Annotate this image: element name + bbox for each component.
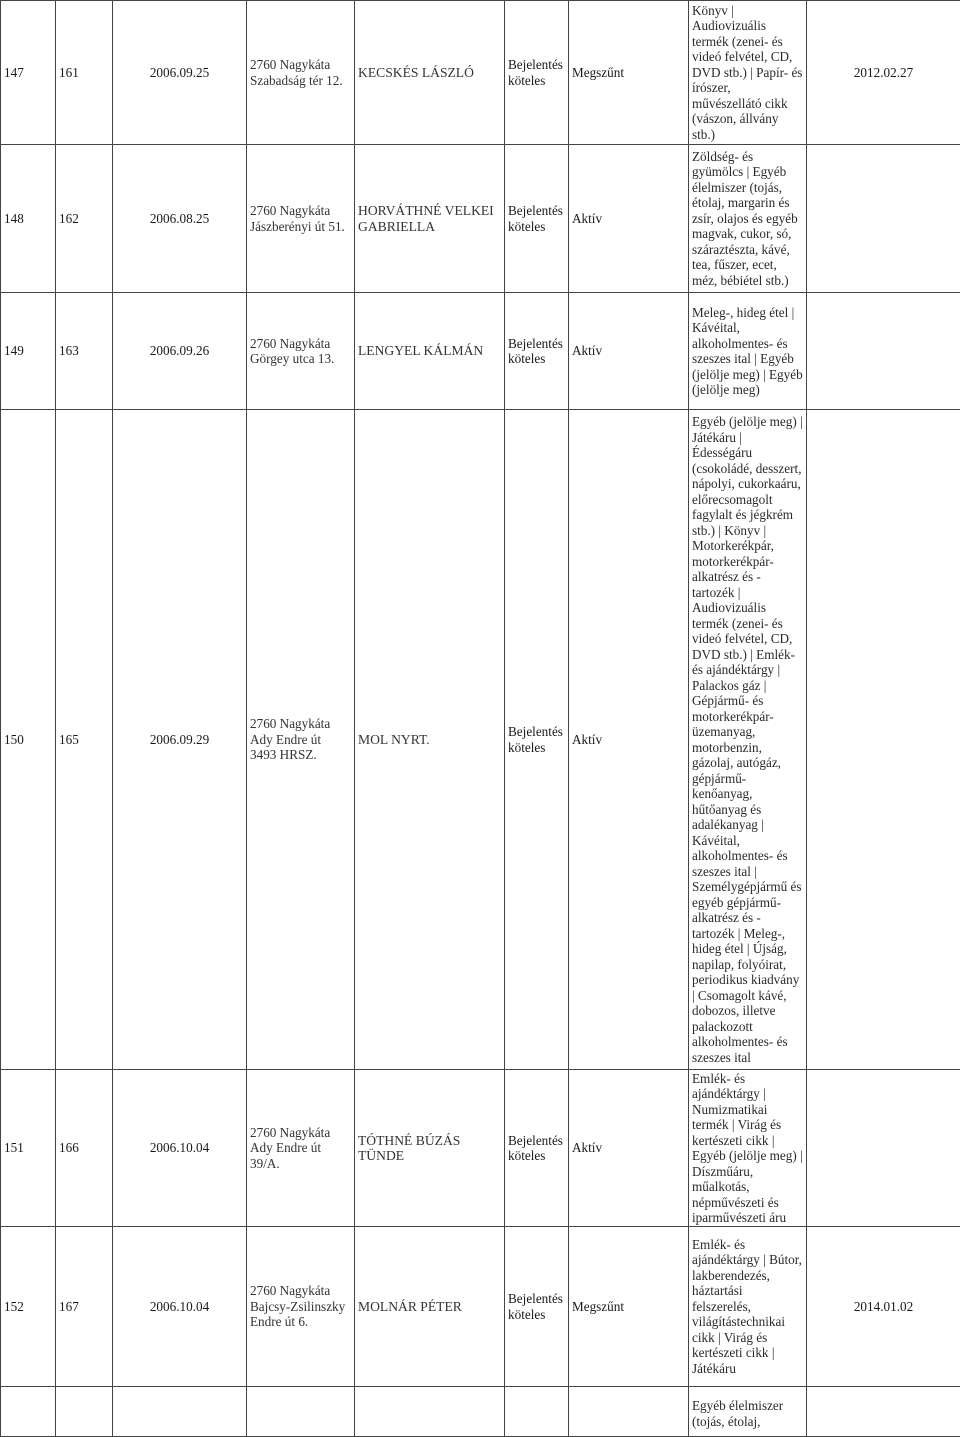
cell-operator-name [355,410,505,1070]
product-categories-line: alkatrész és - [692,910,803,926]
product-categories-line: Édességáru [692,445,803,461]
product-categories-line: Emlék- és [692,1237,803,1253]
product-categories-line: Palackos gáz | [692,678,803,694]
product-categories-line: cikk | Virág és [692,1330,803,1346]
product-categories-line: motorkerékpár- [692,709,803,725]
status-text: Megszűnt [572,1299,624,1314]
registration-date-text: 2006.10.04 [150,1299,209,1314]
product-categories-line: dobozos, illetve [692,1003,803,1019]
status-text: Aktív [572,211,602,226]
row-number-text: 150 [4,732,24,747]
product-categories-line: (vászon, állvány [692,111,803,127]
cell-end-date [807,145,960,293]
product-categories-line: felszerelés, [692,1299,803,1315]
reporting-type-line: Bejelentés [508,57,565,73]
registration-number-text: 165 [59,732,79,747]
cell-registration-number [56,410,113,1070]
reporting-type-line: köteles [508,1148,565,1164]
registration-number-text: 162 [59,211,79,226]
row-number-text: 149 [4,343,24,358]
cell-row-number [1,1070,56,1227]
table-row [1,1227,960,1387]
product-categories-line: Numizmatikai [692,1102,803,1118]
product-categories-line: Egyéb (jelölje meg) | [692,1148,803,1164]
reporting-type-line: köteles [508,73,565,89]
reporting-type-line: Bejelentés [508,1133,565,1149]
registration-date-text: 2006.09.25 [150,65,209,80]
cell-registration-date [113,1387,247,1437]
product-categories-line: lakberendezés, [692,1268,803,1284]
cell-registration-number [56,1,113,145]
cell-product-categories [689,1227,807,1387]
cell-status [569,1387,689,1437]
cell-reporting-type [505,1227,569,1387]
address-line: Ady Endre út [250,1140,351,1156]
product-categories-line: magvak, cukor, só, [692,226,803,242]
cell-status [569,1,689,145]
product-categories-line: írószer, [692,80,803,96]
product-categories-line: Audiovizuális [692,18,803,34]
product-categories-line: méz, bébiétel stb.) [692,273,803,289]
product-categories-line: hűtőanyag és [692,802,803,818]
table-row [1,1387,960,1437]
product-categories-line: DVD stb.) | Papír- és [692,65,803,81]
product-categories-line: termék (zenei- és [692,34,803,50]
reporting-type-line: Bejelentés [508,203,565,219]
product-categories-line: Játékáru | [692,430,803,446]
address-line: 2760 Nagykáta [250,336,351,352]
cell-registration-number [56,1227,113,1387]
cell-reporting-type [505,293,569,410]
product-categories-line: Gépjármű- és [692,693,803,709]
cell-registration-number [56,145,113,293]
cell-address [247,293,355,410]
address-line: 39/A. [250,1156,351,1172]
product-categories-line: napilap, folyóirat, [692,957,803,973]
cell-row-number [1,1,56,145]
cell-address [247,1227,355,1387]
product-categories-line: tartozék | [692,585,803,601]
product-categories-line: iparművészeti áru [692,1210,803,1226]
address-line: Görgey utca 13. [250,351,351,367]
cell-product-categories [689,145,807,293]
product-categories-line: (jelölje meg) | Egyéb [692,367,803,383]
product-categories-line: motorbenzin, [692,740,803,756]
cell-registration-date [113,293,247,410]
operator-name-line: KECSKÉS LÁSZLÓ [358,65,501,81]
cell-operator-name [355,1387,505,1437]
operator-name-line: MOLNÁR PÉTER [358,1299,501,1315]
product-categories-line: Kávéital, [692,320,803,336]
product-categories-line: tea, fűszer, ecet, [692,257,803,273]
product-categories-line: stb.) | Könyv | [692,523,803,539]
registration-date-text: 2006.08.25 [150,211,209,226]
registration-date-text: 2006.09.26 [150,343,209,358]
cell-reporting-type [505,145,569,293]
cell-product-categories [689,1387,807,1437]
cell-product-categories [689,1070,807,1227]
product-categories-line: Egyéb (jelölje meg) | [692,414,803,430]
table-row [1,410,960,1070]
cell-registration-date [113,145,247,293]
address-line: Bajcsy-Zsilinszky [250,1299,351,1315]
cell-product-categories [689,293,807,410]
table-row [1,293,960,410]
operator-name-line: LENGYEL KÁLMÁN [358,343,501,359]
cell-address [247,1387,355,1437]
product-categories-line: Játékáru [692,1361,803,1377]
address-line: 3493 HRSZ. [250,747,351,763]
product-categories-line: nápolyi, cukorkaáru, [692,476,803,492]
product-categories-line: (jelölje meg) [692,382,803,398]
product-categories-line: Audiovizuális [692,600,803,616]
product-categories-line: szeszes ital | [692,864,803,880]
product-categories-line: gépjármű- [692,771,803,787]
product-categories-line: motorkerékpár- [692,554,803,570]
cell-operator-name [355,293,505,410]
cell-end-date [807,1070,960,1227]
cell-operator-name [355,1070,505,1227]
address-line: Ady Endre út [250,732,351,748]
product-categories-line: száraztészta, kávé, [692,242,803,258]
end-date-text: 2014.01.02 [854,1299,913,1314]
product-categories-line: (csokoládé, desszert, [692,461,803,477]
cell-reporting-type [505,1387,569,1437]
cell-end-date [807,1,960,145]
cell-address [247,145,355,293]
registration-date-text: 2006.09.29 [150,732,209,747]
registration-number-text: 161 [59,65,79,80]
cell-registration-date [113,410,247,1070]
product-categories-line: és ajándéktárgy | [692,662,803,678]
product-categories-line: videó felvétel, CD, [692,49,803,65]
cell-end-date [807,293,960,410]
row-number-text: 147 [4,65,24,80]
product-categories-line: stb.) [692,127,803,143]
reporting-type-line: köteles [508,740,565,756]
product-categories-line: Emlék- és [692,1071,803,1087]
product-categories-line: szeszes ital [692,1050,803,1066]
product-categories-line: szeszes ital | Egyéb [692,351,803,367]
product-categories-line: gyümölcs | Egyéb [692,164,803,180]
cell-address [247,1070,355,1227]
product-categories-line: előrecsomagolt [692,492,803,508]
cell-end-date [807,410,960,1070]
product-categories-line: ajándéktárgy | Bútor, [692,1252,803,1268]
cell-operator-name [355,1227,505,1387]
product-categories-line: termék (zenei- és [692,616,803,632]
product-categories-line: világítástechnikai [692,1314,803,1330]
reporting-type-line: Bejelentés [508,1291,565,1307]
cell-registration-number [56,1387,113,1437]
product-categories-line: alkoholmentes- és [692,1034,803,1050]
cell-row-number [1,1387,56,1437]
cell-reporting-type [505,1070,569,1227]
cell-status [569,410,689,1070]
product-categories-line: Egyéb élelmiszer [692,1398,803,1414]
register-body [1,1,960,1437]
product-categories-line: DVD stb.) | Emlék- [692,647,803,663]
table-row [1,145,960,293]
table-row [1,1070,960,1227]
product-categories-line: tartozék | Meleg-, [692,926,803,942]
operator-name-line: TÜNDE [358,1148,501,1164]
cell-row-number [1,1227,56,1387]
product-categories-line: kenőanyag, [692,786,803,802]
product-categories-line: alkoholmentes- és [692,848,803,864]
address-line: Endre út 6. [250,1314,351,1330]
address-line: Szabadság tér 12. [250,73,351,89]
product-categories-line: gázolaj, autógáz, [692,755,803,771]
row-number-text: 148 [4,211,24,226]
cell-address [247,1,355,145]
registration-date-text: 2006.10.04 [150,1140,209,1155]
product-categories-line: Díszműáru, [692,1164,803,1180]
cell-end-date [807,1387,960,1437]
product-categories-line: háztartási [692,1283,803,1299]
product-categories-line: élelmiszer (tojás, [692,180,803,196]
product-categories-line: Könyv | [692,3,803,19]
product-categories-line: Zöldség- és [692,149,803,165]
operator-name-line: MOL NYRT. [358,732,501,748]
product-categories-line: termék | Virág és [692,1117,803,1133]
product-categories-line: zsír, olajos és egyéb [692,211,803,227]
product-categories-line: periodikus kiadvány [692,972,803,988]
cell-operator-name [355,1,505,145]
table-row [1,1,960,145]
registration-number-text: 167 [59,1299,79,1314]
operator-name-line: TÓTHNÉ BÚZÁS [358,1133,501,1149]
address-line: 2760 Nagykáta [250,716,351,732]
cell-row-number [1,410,56,1070]
product-categories-line: egyéb gépjármű- [692,895,803,911]
cell-end-date [807,1227,960,1387]
product-categories-line: üzemanyag, [692,724,803,740]
reporting-type-line: Bejelentés [508,336,565,352]
address-line: 2760 Nagykáta [250,1283,351,1299]
reporting-type-line: köteles [508,219,565,235]
address-line: 2760 Nagykáta [250,1125,351,1141]
reporting-type-line: Bejelentés [508,724,565,740]
cell-registration-number [56,293,113,410]
address-line: 2760 Nagykáta [250,57,351,73]
reporting-type-line: köteles [508,351,565,367]
operator-name-line: GABRIELLA [358,219,501,235]
product-categories-line: Személygépjármű és [692,879,803,895]
product-categories-line: kertészeti cikk | [692,1133,803,1149]
cell-address [247,410,355,1070]
row-number-text: 152 [4,1299,24,1314]
address-line: Jászberényi út 51. [250,219,351,235]
product-categories-line: Kávéital, [692,833,803,849]
product-categories-line: adalékanyag | [692,817,803,833]
product-categories-line: ajándéktárgy | [692,1086,803,1102]
cell-registration-number [56,1070,113,1227]
cell-registration-date [113,1227,247,1387]
product-categories-line: | Csomagolt kávé, [692,988,803,1004]
status-text: Megszűnt [572,65,624,80]
product-categories-line: művészellátó cikk [692,96,803,112]
cell-row-number [1,145,56,293]
reporting-type-line: köteles [508,1307,565,1323]
product-categories-line: kertészeti cikk | [692,1345,803,1361]
row-number-text: 151 [4,1140,24,1155]
registration-number-text: 166 [59,1140,79,1155]
address-line: 2760 Nagykáta [250,203,351,219]
cell-status [569,145,689,293]
product-categories-line: hideg étel | Újság, [692,941,803,957]
product-categories-line: alkatrész és - [692,569,803,585]
product-categories-line: Motorkerékpár, [692,538,803,554]
cell-product-categories [689,410,807,1070]
product-categories-line: videó felvétel, CD, [692,631,803,647]
cell-registration-date [113,1,247,145]
product-categories-line: Meleg-, hideg étel | [692,305,803,321]
product-categories-line: népművészeti és [692,1195,803,1211]
registration-number-text: 163 [59,343,79,358]
status-text: Aktív [572,1140,602,1155]
cell-status [569,293,689,410]
cell-registration-date [113,1070,247,1227]
cell-operator-name [355,145,505,293]
operator-name-line: HORVÁTHNÉ VELKEI [358,203,501,219]
cell-reporting-type [505,1,569,145]
product-categories-line: alkoholmentes- és [692,336,803,352]
cell-row-number [1,293,56,410]
product-categories-line: étolaj, margarin és [692,195,803,211]
cell-status [569,1227,689,1387]
product-categories-line: (tojás, étolaj, [692,1414,803,1430]
cell-product-categories [689,1,807,145]
end-date-text: 2012.02.27 [854,65,913,80]
product-categories-line: palackozott [692,1019,803,1035]
status-text: Aktív [572,732,602,747]
status-text: Aktív [572,343,602,358]
cell-status [569,1070,689,1227]
cell-reporting-type [505,410,569,1070]
product-categories-line: fagylalt és jégkrém [692,507,803,523]
product-categories-line: műalkotás, [692,1179,803,1195]
